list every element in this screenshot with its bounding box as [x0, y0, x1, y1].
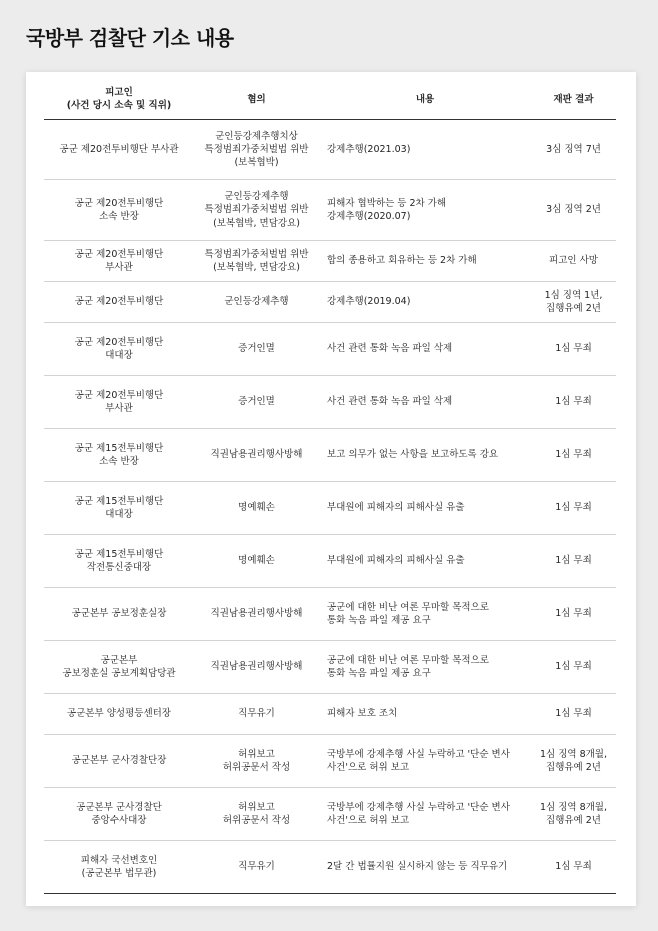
content-cell: 합의 종용하고 회유하는 등 2차 가해 [319, 241, 531, 282]
content-cell: 부대원에 피해자의 피해사실 유출 [319, 482, 531, 535]
defendant-cell: 공군본부 양성평등센터장 [44, 694, 194, 735]
charge-cell: 명예훼손 [194, 482, 319, 535]
defendant-cell: 공군 제20전투비행단 부사관 [44, 120, 194, 180]
header-defendant: 피고인 (사건 당시 소속 및 직위) [44, 81, 194, 120]
defendant-cell: 공군본부 공보정훈실 공보계획담당관 [44, 641, 194, 694]
charge-cell: 군인등강제추행 [194, 282, 319, 323]
defendant-cell: 공군 제20전투비행단 부사관 [44, 376, 194, 429]
table-row [44, 482, 616, 535]
content-cell: 국방부에 강제추행 사실 누락하고 '단순 변사 사건'으로 허위 보고 [319, 788, 531, 841]
charge-cell: 직무유기 [194, 694, 319, 735]
defendant-cell: 공군 제20전투비행단 부사관 [44, 241, 194, 282]
charge-cell: 특정범죄가중처벌법 위반 (보복협박, 면담강요) [194, 241, 319, 282]
defendant-cell: 공군 제20전투비행단 [44, 282, 194, 323]
table-header-row [44, 81, 616, 120]
charge-cell: 증거인멸 [194, 376, 319, 429]
result-cell: 1심 무죄 [531, 376, 616, 429]
content-cell: 피해자 보호 조치 [319, 694, 531, 735]
result-cell: 1심 무죄 [531, 841, 616, 894]
content-cell: 사건 관련 통화 녹음 파일 삭제 [319, 323, 531, 376]
result-cell: 1심 무죄 [531, 323, 616, 376]
result-cell: 1심 무죄 [531, 694, 616, 735]
content-cell: 부대원에 피해자의 피해사실 유출 [319, 535, 531, 588]
result-cell: 1심 무죄 [531, 535, 616, 588]
defendant-cell: 공군 제15전투비행단 대대장 [44, 482, 194, 535]
table-row [44, 323, 616, 376]
result-cell: 3심 징역 2년 [531, 180, 616, 241]
charge-cell: 군인등강제추행치상 특정범죄가중처벌법 위반 (보복협박) [194, 120, 319, 180]
table-row [44, 241, 616, 282]
header-charge: 혐의 [194, 81, 319, 120]
result-cell: 1심 무죄 [531, 588, 616, 641]
table-row [44, 429, 616, 482]
defendant-cell: 공군본부 공보정훈실장 [44, 588, 194, 641]
result-cell: 3심 징역 7년 [531, 120, 616, 180]
defendant-cell: 공군 제20전투비행단 대대장 [44, 323, 194, 376]
table-row [44, 641, 616, 694]
content-cell: 공군에 대한 비난 여론 무마할 목적으로 통화 녹음 파일 제공 요구 [319, 641, 531, 694]
charge-cell: 직무유기 [194, 841, 319, 894]
charge-cell: 명예훼손 [194, 535, 319, 588]
table-row [44, 735, 616, 788]
header-result: 재판 결과 [531, 81, 616, 120]
defendant-cell: 공군 제20전투비행단 소속 반장 [44, 180, 194, 241]
defendant-cell: 공군 제15전투비행단 소속 반장 [44, 429, 194, 482]
result-cell: 1심 징역 8개월, 집행유예 2년 [531, 735, 616, 788]
page-title: 국방부 검찰단 기소 내용 [26, 26, 234, 50]
table-row [44, 694, 616, 735]
defendant-cell: 공군 제15전투비행단 작전통신중대장 [44, 535, 194, 588]
table-row [44, 120, 616, 180]
content-cell: 피해자 협박하는 등 2차 가해 강제추행(2020.07) [319, 180, 531, 241]
table-row [44, 535, 616, 588]
table-row [44, 788, 616, 841]
content-cell: 국방부에 강제추행 사실 누락하고 '단순 변사 사건'으로 허위 보고 [319, 735, 531, 788]
content-cell: 강제추행(2021.03) [319, 120, 531, 180]
table-row [44, 180, 616, 241]
header-content: 내용 [319, 81, 531, 120]
charge-cell: 직권남용권리행사방해 [194, 588, 319, 641]
content-cell: 공군에 대한 비난 여론 무마할 목적으로 통화 녹음 파일 제공 요구 [319, 588, 531, 641]
defendant-cell: 공군본부 군사경찰단 중앙수사대장 [44, 788, 194, 841]
table-row [44, 841, 616, 894]
charge-cell: 증거인멸 [194, 323, 319, 376]
table-row [44, 282, 616, 323]
indictment-table [44, 81, 616, 894]
table-row [44, 588, 616, 641]
table-row [44, 376, 616, 429]
charge-cell: 직권남용권리행사방해 [194, 641, 319, 694]
defendant-cell: 피해자 국선변호인 (공군본부 법무관) [44, 841, 194, 894]
content-cell: 사건 관련 통화 녹음 파일 삭제 [319, 376, 531, 429]
content-cell: 2달 간 법률지원 실시하지 않는 등 직무유기 [319, 841, 531, 894]
result-cell: 1심 무죄 [531, 429, 616, 482]
result-cell: 1심 징역 8개월, 집행유예 2년 [531, 788, 616, 841]
result-cell: 1심 무죄 [531, 641, 616, 694]
charge-cell: 허위보고 허위공문서 작성 [194, 788, 319, 841]
charge-cell: 직권남용권리행사방해 [194, 429, 319, 482]
content-cell: 강제추행(2019.04) [319, 282, 531, 323]
result-cell: 피고인 사망 [531, 241, 616, 282]
defendant-cell: 공군본부 군사경찰단장 [44, 735, 194, 788]
table-card [26, 72, 636, 906]
charge-cell: 허위보고 허위공문서 작성 [194, 735, 319, 788]
charge-cell: 군인등강제추행 특정범죄가중처벌법 위반 (보복협박, 면담강요) [194, 180, 319, 241]
content-cell: 보고 의무가 없는 사항을 보고하도록 강요 [319, 429, 531, 482]
result-cell: 1심 무죄 [531, 482, 616, 535]
result-cell: 1심 징역 1년, 집행유예 2년 [531, 282, 616, 323]
